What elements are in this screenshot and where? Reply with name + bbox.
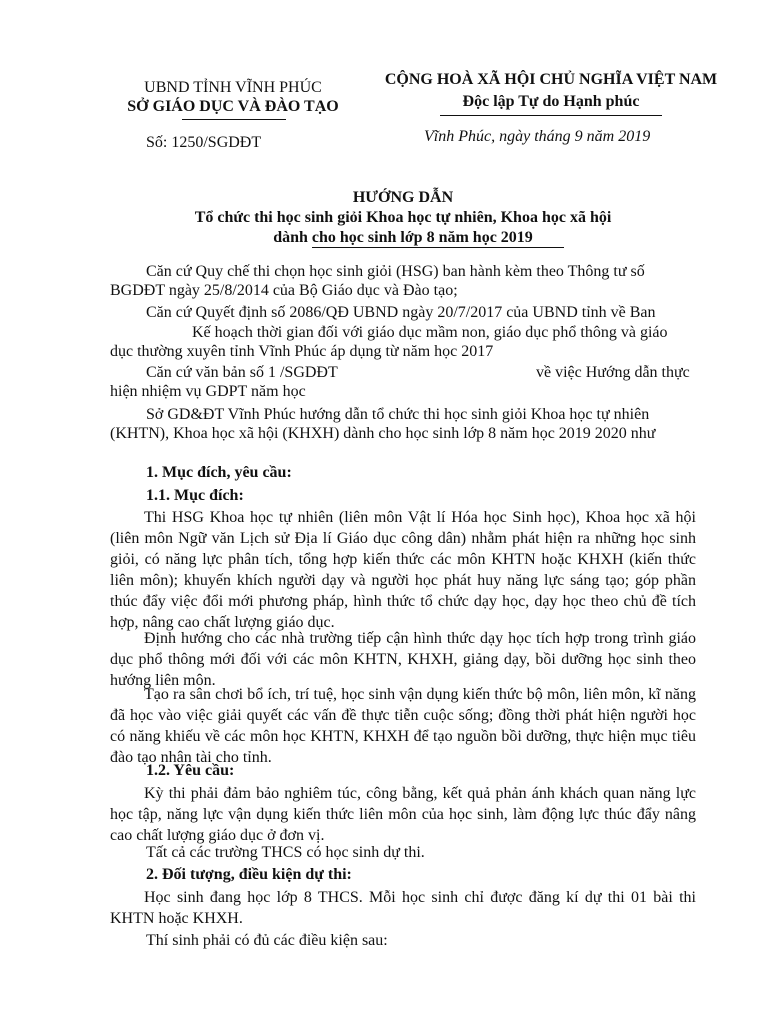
doc-subtitle-line1: Tổ chức thi học sinh giỏi Khoa học tự nhiên, Khoa học xã hội [194,209,612,226]
eligibility-paragraph-1: Học sinh đang học lớp 8 THCS. Mỗi học sinh chỉ được đăng kí dự thi 01 bài thi KHTN hoặc KHXH. [110,889,696,927]
doc-title: HƯỚNG DẪN [352,189,454,206]
requirement-paragraph-1: Kỳ thi phải đảm bảo nghiêm túc, công bằng, kết quả phản ánh khách quan năng lực học tập, năng lực vận dụng kiến thức liên môn của học sinh, làm động lực thúc đẩy nâng cao chất lượng giáo dục ở đơn vị. [110,785,696,844]
basis-4-line1: Sở GD&ĐT Vĩnh Phúc hướng dẫn tổ chức thi học sinh giỏi Khoa học tự nhiên [146,406,650,423]
basis-1-line2: BGDĐT ngày 25/8/2014 của Bộ Giáo dục và Đào tạo; [110,282,458,299]
requirement-paragraph-2: Tất cả các trường THCS có học sinh dự thi. [146,844,425,861]
section1-heading: 1. Mục đích, yêu cầu: [146,464,292,481]
department-name: SỞ GIÁO DỤC VÀ ĐÀO TẠO [127,98,339,115]
document-number: Số: 1250/SGDĐT [146,134,262,151]
header-left-rule [182,119,286,120]
basis-4-line2: (KHTN), Khoa học xã hội (KHXH) dành cho học sinh lớp 8 năm học 2019 2020 như [110,425,656,442]
basis-3-line1b: về việc Hướng dẫn thực [536,364,690,381]
basis-3-line1a: Căn cứ văn bản số 1 /SGDĐT [146,364,338,381]
purpose-paragraph-1: Thi HSG Khoa học tự nhiên (liên môn Vật lí Hóa học Sinh học), Khoa học xã hội (liên môn Ngữ văn Lịch sử Địa lí Giáo dục công dân) nhằm phát hiện ra những học sinh giỏi, có năng lực phân tích, tổng hợp kiến thức các môn KHTN hoặc KHXH (kiến thức liên môn); khuyến khích người dạy và người học phát huy năng lực sáng tạo; góp phần thúc đẩy việc đổi mới phương pháp, hình thức tổ chức dạy học, dạy học theo chủ đề tích hợp, nâng cao chất lượng giáo dục. [110,509,696,631]
agency-name: UBND TỈNH VĨNH PHÚC [144,79,322,96]
nation-title: CỘNG HOÀ XÃ HỘI CHỦ NGHĨA VIỆT NAM [384,71,718,88]
purpose-paragraph-3: Tạo ra sân chơi bổ ích, trí tuệ, học sinh vận dụng kiến thức bộ môn, liên môn, kĩ năng đã học vào việc giải quyết các vấn đề thực tiễn cuộc sống; đồng thời phát hiện người học có năng khiếu về các môn học KHTN, KHXH để tạo nguồn bồi dưỡng, thực hiện mục tiêu đào tạo nhân tài cho tỉnh. [110,686,696,766]
basis-2-line3: dục thường xuyên tỉnh Vĩnh Phúc áp dụng từ năm học 2017 [110,343,494,360]
purpose-paragraph-2: Định hướng cho các nhà trường tiếp cận hình thức dạy học tích hợp trong trình giáo dục phổ thông mới đối với các môn KHTN, KHXH, giảng dạy, bồi dưỡng học sinh theo hướng liên môn. [110,630,696,689]
basis-3-line2: hiện nhiệm vụ GDPT năm học [110,383,306,400]
header-right-rule [440,115,662,116]
doc-subtitle-line2: dành cho học sinh lớp 8 năm học 2019 [273,229,533,246]
place-date: Vĩnh Phúc, ngày tháng 9 năm 2019 [424,128,651,145]
section2-heading: 2. Đối tượng, điều kiện dự thi: [146,866,352,883]
basis-1-line1: Căn cứ Quy chế thi chọn học sinh giỏi (HSG) ban hành kèm theo Thông tư số [146,263,645,280]
eligibility-paragraph-2: Thí sinh phải có đủ các điều kiện sau: [146,932,388,949]
section1-2-heading: 1.2. Yêu cầu: [146,762,235,779]
basis-2-line1: Căn cứ Quyết định số 2086/QĐ UBND ngày 20/7/2017 của UBND tỉnh về Ban [146,304,656,321]
title-underline [312,247,564,248]
basis-2-line2: Kế hoạch thời gian đối với giáo dục mầm non, giáo dục phổ thông và giáo [192,324,668,341]
nation-motto: Độc lập Tự do Hạnh phúc [462,93,640,110]
section1-1-heading: 1.1. Mục đích: [146,487,244,504]
